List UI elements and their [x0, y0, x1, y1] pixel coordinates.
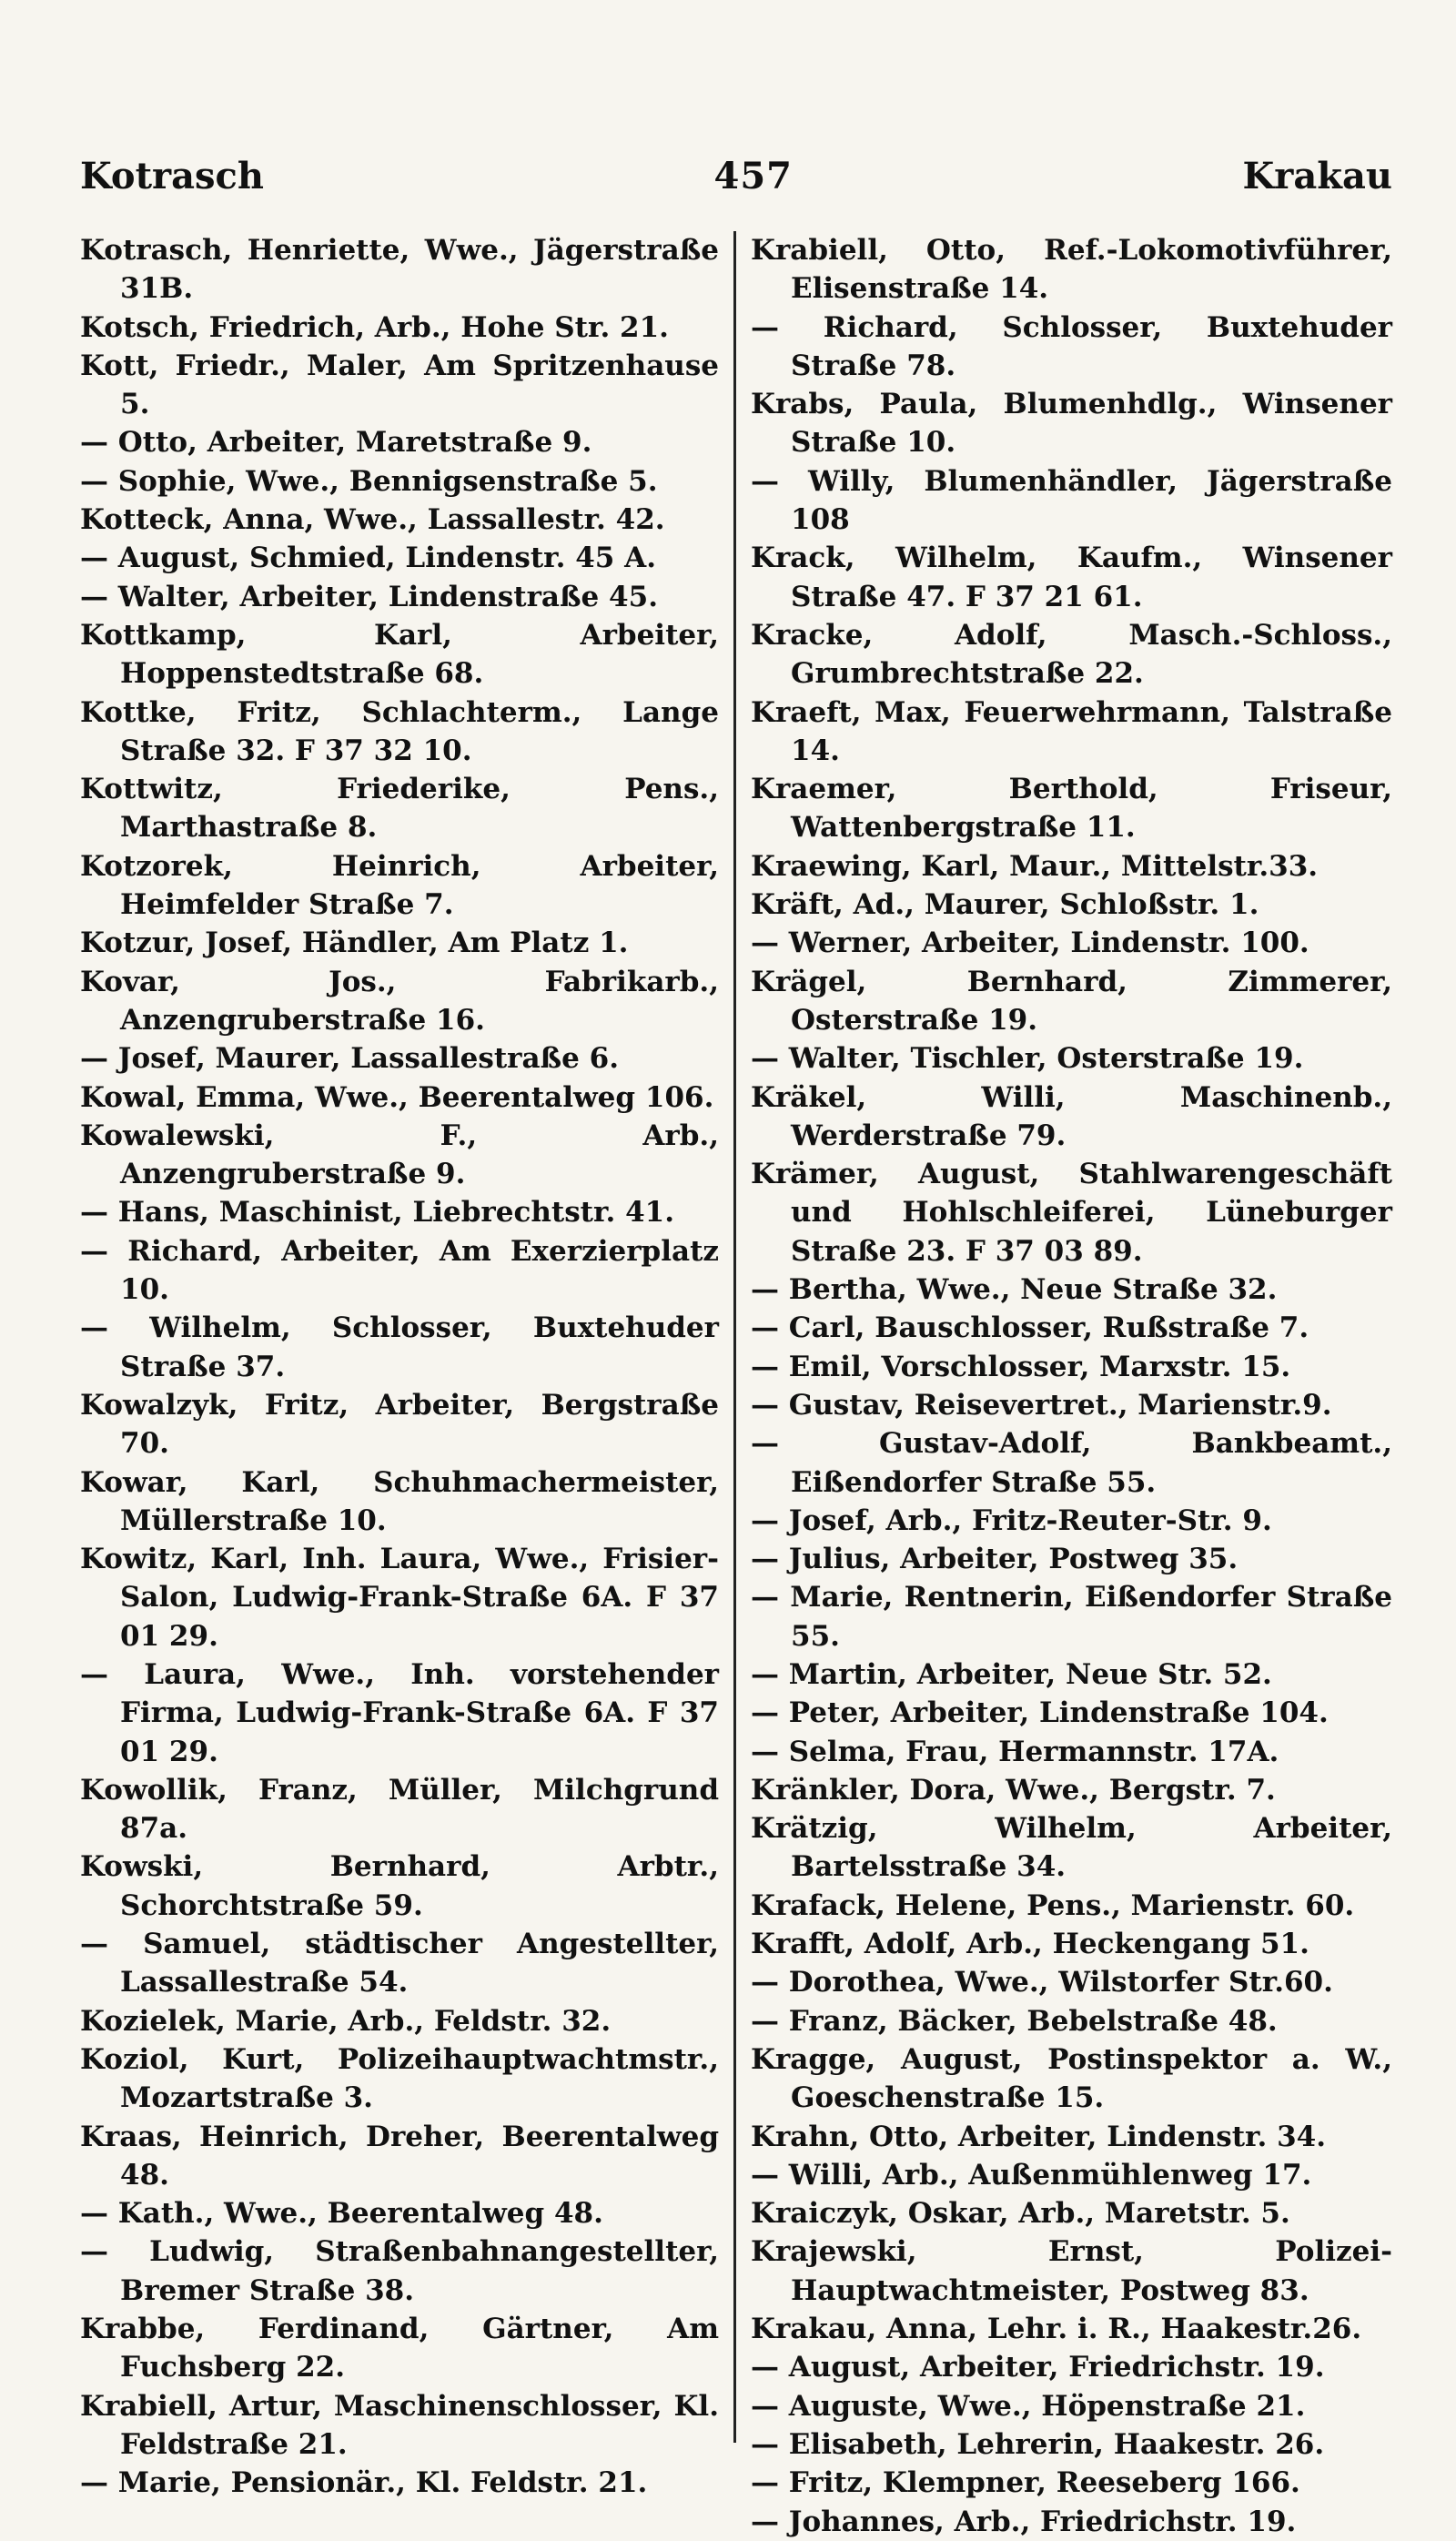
directory-entry: Krajewski, Ernst, Polizei-Hauptwachtmeister, Postweg 83. — [751, 2235, 1392, 2307]
directory-entry: Kowal, Emma, Wwe., Beerentalweg 106. — [80, 1080, 714, 1114]
directory-entry: Krätzig, Wilhelm, Arbeiter, Bartelsstraße 34. — [751, 1812, 1392, 1884]
header-right-keyword: Krakau — [1242, 155, 1392, 197]
directory-entry: Krafft, Adolf, Arb., Heckengang 51. — [751, 1928, 1309, 1961]
directory-entry: Kowar, Karl, Schuhmachermeister, Müllerstraße 10. — [80, 1465, 719, 1537]
directory-entry: Krack, Wilhelm, Kaufm., Winsener Straße 47. F 37 21 61. — [751, 542, 1392, 613]
directory-entry: — Walter, Arbeiter, Lindenstraße 45. — [80, 580, 658, 613]
directory-entry: — Richard, Schlosser, Buxtehuder Straße 78. — [751, 310, 1392, 382]
directory-entry: Kottke, Fritz, Schlachterm., Lange Straße 32. F 37 32 10. — [80, 695, 719, 767]
directory-entry: — Peter, Arbeiter, Lindenstraße 104. — [751, 1696, 1329, 1730]
directory-entry: — Johannes, Arb., Friedrichstr. 19. — [751, 2505, 1297, 2538]
directory-entry: — Josef, Maurer, Lassallestraße 6. — [80, 1042, 619, 1076]
left-column — [80, 231, 736, 2500]
directory-entry: Kotzur, Josef, Händler, Am Platz 1. — [80, 926, 629, 960]
directory-entry: — Werner, Arbeiter, Lindenstr. 100. — [751, 926, 1309, 960]
directory-entry: — Willi, Arb., Außenmühlenweg 17. — [751, 2158, 1312, 2192]
directory-entry: — Kath., Wwe., Beerentalweg 48. — [80, 2197, 603, 2231]
directory-entry: Kraemer, Berthold, Friseur, Wattenbergstraße 11. — [751, 773, 1392, 845]
directory-entry: Kragge, August, Postinspektor a. W., Goeschenstraße 15. — [751, 2042, 1392, 2115]
directory-entry: Kovar, Jos., Fabrikarb., Anzengruberstraße 16. — [80, 965, 719, 1037]
directory-entry: Kräft, Ad., Maurer, Schloßstr. 1. — [751, 888, 1259, 922]
directory-entry: — Marie, Rentnerin, Eißendorfer Straße 55. — [751, 1581, 1392, 1653]
directory-entry: Kowalewski, F., Arb., Anzengruberstraße 9. — [80, 1119, 719, 1191]
directory-entry: Krakau, Anna, Lehr. i. R., Haakestr.26. — [751, 2313, 1362, 2346]
directory-entry: — Sophie, Wwe., Bennigsenstraße 5. — [80, 464, 658, 498]
directory-entry: Koziol, Kurt, Polizeihauptwachtmstr., Mozartstraße 3. — [80, 2042, 719, 2115]
directory-entry: — Willy, Blumenhändler, Jägerstraße 108 — [751, 464, 1392, 537]
directory-entry: — Richard, Arbeiter, Am Exerzierplatz 10. — [80, 1234, 719, 1307]
directory-entry: Kotzorek, Heinrich, Arbeiter, Heimfelder Straße 7. — [80, 849, 719, 922]
directory-entry: — Samuel, städtischer Angestellter, Lassallestraße 54. — [80, 1928, 719, 1999]
directory-entry: Krahn, Otto, Arbeiter, Lindenstr. 34. — [751, 2120, 1327, 2153]
directory-entry: Krabs, Paula, Blumenhdlg., Winsener Straße 10. — [751, 388, 1392, 460]
directory-entry: — Gustav, Reisevertret., Marienstr.9. — [751, 1388, 1332, 1422]
directory-entry: Kraeft, Max, Feuerwehrmann, Talstraße 14. — [751, 695, 1392, 767]
directory-entry: Kowski, Bernhard, Arbtr., Schorchtstraße 59. — [80, 1850, 719, 1922]
directory-entry: Krabbe, Ferdinand, Gärtner, Am Fuchsberg 22. — [80, 2313, 719, 2384]
directory-entry: Kottwitz, Friederike, Pens., Marthastraße 8. — [80, 773, 719, 845]
directory-entry: Kraewing, Karl, Maur., Mittelstr.33. — [751, 849, 1319, 883]
right-column — [736, 231, 1392, 2538]
directory-entry: — Walter, Tischler, Osterstraße 19. — [751, 1042, 1304, 1076]
directory-entry: — Fritz, Klempner, Reeseberg 166. — [751, 2466, 1300, 2500]
directory-entry: Krabiell, Otto, Ref.-Lokomotivführer, Elisenstraße 14. — [751, 234, 1392, 306]
directory-entry: — Franz, Bäcker, Bebelstraße 48. — [751, 2004, 1278, 2038]
directory-entry: Kracke, Adolf, Masch.-Schloss., Grumbrechtstraße 22. — [751, 618, 1392, 691]
directory-entry: — Otto, Arbeiter, Maretstraße 9. — [80, 426, 592, 460]
directory-entry: Krafack, Helene, Pens., Marienstr. 60. — [751, 1888, 1355, 1922]
directory-entry: — Julius, Arbeiter, Postweg 35. — [751, 1543, 1239, 1576]
directory-entry: — Josef, Arb., Fritz-Reuter-Str. 9. — [751, 1503, 1272, 1537]
directory-entry: — Selma, Frau, Hermannstr. 17A. — [751, 1735, 1279, 1768]
directory-entry: Kowalzyk, Fritz, Arbeiter, Bergstraße 70. — [80, 1388, 719, 1461]
directory-entry: — Auguste, Wwe., Höpenstraße 21. — [751, 2389, 1306, 2423]
directory-entry: — Wilhelm, Schlosser, Buxtehuder Straße 37. — [80, 1311, 719, 1383]
directory-entry: Kotrasch, Henriette, Wwe., Jägerstraße 31B. — [80, 234, 719, 306]
directory-entry: — Carl, Bauschlosser, Rußstraße 7. — [751, 1311, 1309, 1345]
directory-entry: Kotsch, Friedrich, Arb., Hohe Str. 21. — [80, 310, 669, 344]
page-header — [80, 155, 1392, 209]
page-number: 457 — [713, 155, 793, 197]
directory-entry: Kozielek, Marie, Arb., Feldstr. 32. — [80, 2004, 612, 2038]
directory-entry: — Bertha, Wwe., Neue Straße 32. — [751, 1273, 1278, 1307]
header-left-keyword: Kotrasch — [80, 155, 264, 197]
directory-entry: Kraas, Heinrich, Dreher, Beerentalweg 48. — [80, 2120, 719, 2192]
directory-entry: Kränkler, Dora, Wwe., Bergstr. 7. — [751, 1773, 1276, 1807]
directory-entry: — Ludwig, Straßenbahnangestellter, Bremer Straße 38. — [80, 2235, 719, 2307]
directory-entry: — Hans, Maschinist, Liebrechtstr. 41. — [80, 1196, 674, 1230]
directory-entry: — Marie, Pensionär., Kl. Feldstr. 21. — [80, 2466, 648, 2500]
directory-entry: Kotteck, Anna, Wwe., Lassallestr. 42. — [80, 503, 665, 537]
directory-entry: Kott, Friedr., Maler, Am Spritzenhause 5. — [80, 349, 719, 421]
directory-entry: — Elisabeth, Lehrerin, Haakestr. 26. — [751, 2427, 1325, 2461]
directory-entry: Kraiczyk, Oskar, Arb., Maretstr. 5. — [751, 2197, 1290, 2231]
directory-entry: Kowollik, Franz, Müller, Milchgrund 87a. — [80, 1773, 719, 1846]
directory-entry: Krägel, Bernhard, Zimmerer, Osterstraße 19. — [751, 965, 1392, 1037]
directory-entry: — Laura, Wwe., Inh. vorstehender Firma, Ludwig-Frank-Straße 6A. F 37 01 29. — [80, 1657, 719, 1768]
directory-columns — [80, 231, 1392, 2538]
directory-entry: — Gustav-Adolf, Bankbeamt., Eißendorfer Straße 55. — [751, 1427, 1392, 1499]
directory-entry: Kowitz, Karl, Inh. Laura, Wwe., Frisier-Salon, Ludwig-Frank-Straße 6A. F 37 01 29. — [80, 1543, 719, 1653]
directory-entry: — Emil, Vorschlosser, Marxstr. 15. — [751, 1350, 1291, 1383]
directory-entry: — August, Schmied, Lindenstr. 45 A. — [80, 542, 656, 575]
directory-entry: — Martin, Arbeiter, Neue Str. 52. — [751, 1657, 1272, 1691]
directory-entry: Krabiell, Artur, Maschinenschlosser, Kl. Feldstraße 21. — [80, 2389, 719, 2461]
directory-entry: Kottkamp, Karl, Arbeiter, Hoppenstedtstraße 68. — [80, 618, 719, 691]
directory-entry: — Dorothea, Wwe., Wilstorfer Str.60. — [751, 1966, 1333, 1999]
directory-entry: Kräkel, Willi, Maschinenb., Werderstraße 79. — [751, 1080, 1392, 1152]
directory-entry: Krämer, August, Stahlwarengeschäft und Hohlschleiferei, Lüneburger Straße 23. F 37 03 89. — [751, 1158, 1392, 1268]
directory-entry: — August, Arbeiter, Friedrichstr. 19. — [751, 2351, 1325, 2384]
